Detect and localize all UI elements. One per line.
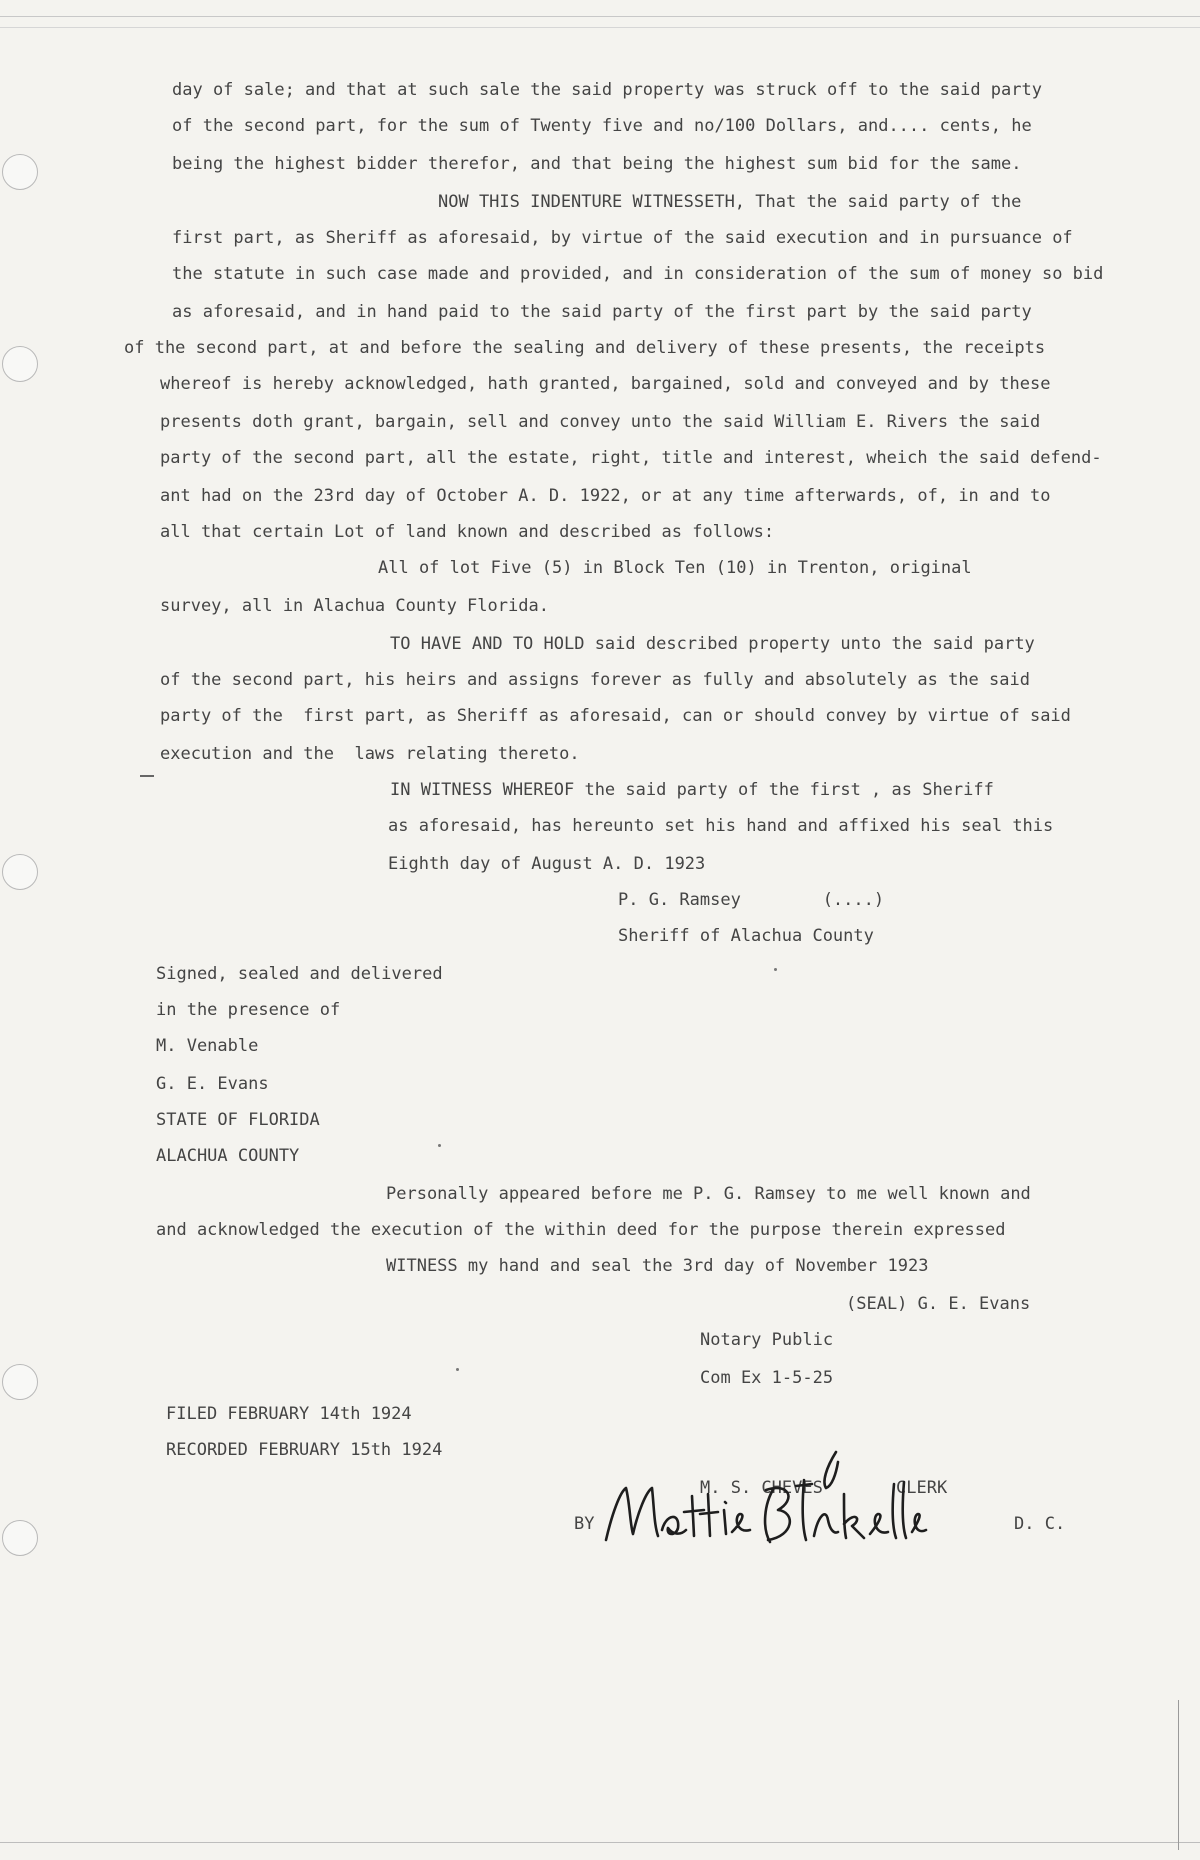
ink-speck: [438, 1144, 441, 1147]
body-line-6: the statute in such case made and provided, and in consideration of the sum of money so bid: [172, 264, 1104, 284]
punch-hole-5: [2, 1520, 38, 1556]
county-line: ALACHUA COUNTY: [156, 1146, 300, 1166]
habendum-line-4: execution and the laws relating thereto.: [160, 744, 580, 764]
sheriff-title: Sheriff of Alachua County: [618, 926, 874, 946]
by-label: BY: [574, 1514, 595, 1534]
body-line-5: first part, as Sheriff as aforesaid, by virtue of the said execution and in pursuance of: [172, 228, 1073, 248]
body-line-1: day of sale; and that at such sale the said property was struck off to the said party: [172, 80, 1042, 100]
stray-mark: [140, 775, 154, 777]
witness-name-2: G. E. Evans: [156, 1074, 269, 1094]
page-fold-edge: [1178, 1700, 1179, 1850]
punch-hole-2: [2, 346, 38, 382]
clerk-title: CLERK: [896, 1478, 948, 1498]
filed-date: FILED FEBRUARY 14th 1924: [166, 1404, 412, 1424]
deputy-clerk-label: D. C.: [1014, 1514, 1066, 1534]
clerk-name: M. S. CHEVES: [700, 1478, 823, 1498]
punch-hole-4: [2, 1364, 38, 1400]
notary-witness-line: WITNESS my hand and seal the 3rd day of November 1923: [386, 1256, 929, 1276]
testimonium-date: Eighth day of August A. D. 1923: [388, 854, 706, 874]
property-description-line-2: survey, all in Alachua County Florida.: [160, 596, 549, 616]
acknowledgment-line-1: Personally appeared before me P. G. Ramsey to me well known and: [386, 1184, 1031, 1204]
ink-speck: [774, 968, 777, 971]
punch-hole-3: [2, 854, 38, 890]
recorded-date: RECORDED FEBRUARY 15th 1924: [166, 1440, 443, 1460]
sheriff-name: P. G. Ramsey (....): [618, 890, 885, 910]
witness-heading-2: in the presence of: [156, 1000, 341, 1020]
body-line-8: of the second part, at and before the sealing and delivery of these presents, the receipts: [124, 338, 1046, 358]
commission-expiry: Com Ex 1-5-25: [700, 1368, 834, 1388]
habendum-line-2: of the second part, his heirs and assigns forever as fully and absolutely as the said: [160, 670, 1030, 690]
body-line-7: as aforesaid, and in hand paid to the said party of the first part by the said party: [172, 302, 1032, 322]
body-line-9: whereof is hereby acknowledged, hath granted, bargained, sold and conveyed and by these: [160, 374, 1051, 394]
notary-seal-line: (SEAL) G. E. Evans: [846, 1294, 1031, 1314]
witness-name-1: M. Venable: [156, 1036, 259, 1056]
handwritten-signature: [600, 1444, 930, 1558]
indenture-heading-line: NOW THIS INDENTURE WITNESSETH, That the said party of the: [438, 192, 1022, 212]
witness-heading-1: Signed, sealed and delivered: [156, 964, 443, 984]
punch-hole-1: [2, 154, 38, 190]
state-line: STATE OF FLORIDA: [156, 1110, 320, 1130]
notary-title: Notary Public: [700, 1330, 834, 1350]
testimonium-line-2: as aforesaid, has hereunto set his hand and affixed his seal this: [388, 816, 1054, 836]
body-line-2: of the second part, for the sum of Twenty five and no/100 Dollars, and.... cents, he: [172, 116, 1032, 136]
body-line-10: presents doth grant, bargain, sell and convey unto the said William E. Rivers the said: [160, 412, 1041, 432]
body-line-13: all that certain Lot of land known and described as follows:: [160, 522, 775, 542]
habendum-line-1: TO HAVE AND TO HOLD said described property unto the said party: [390, 634, 1035, 654]
page-bottom-edge: [0, 1842, 1200, 1843]
habendum-line-3: party of the first part, as Sheriff as aforesaid, can or should convey by virtue of said: [160, 706, 1071, 726]
property-description-line-1: All of lot Five (5) in Block Ten (10) in Trenton, original: [378, 558, 972, 578]
ink-speck: [456, 1368, 459, 1371]
page-top-edge: [0, 16, 1200, 28]
acknowledgment-line-2: and acknowledged the execution of the within deed for the purpose therein expressed: [156, 1220, 1006, 1240]
testimonium-line-1: IN WITNESS WHEREOF the said party of the first , as Sheriff: [390, 780, 994, 800]
body-line-3: being the highest bidder therefor, and that being the highest sum bid for the same.: [172, 154, 1022, 174]
body-line-12: ant had on the 23rd day of October A. D. 1922, or at any time afterwards, of, in and to: [160, 486, 1051, 506]
body-line-11: party of the second part, all the estate, right, title and interest, wheich the said defend-: [160, 448, 1102, 468]
